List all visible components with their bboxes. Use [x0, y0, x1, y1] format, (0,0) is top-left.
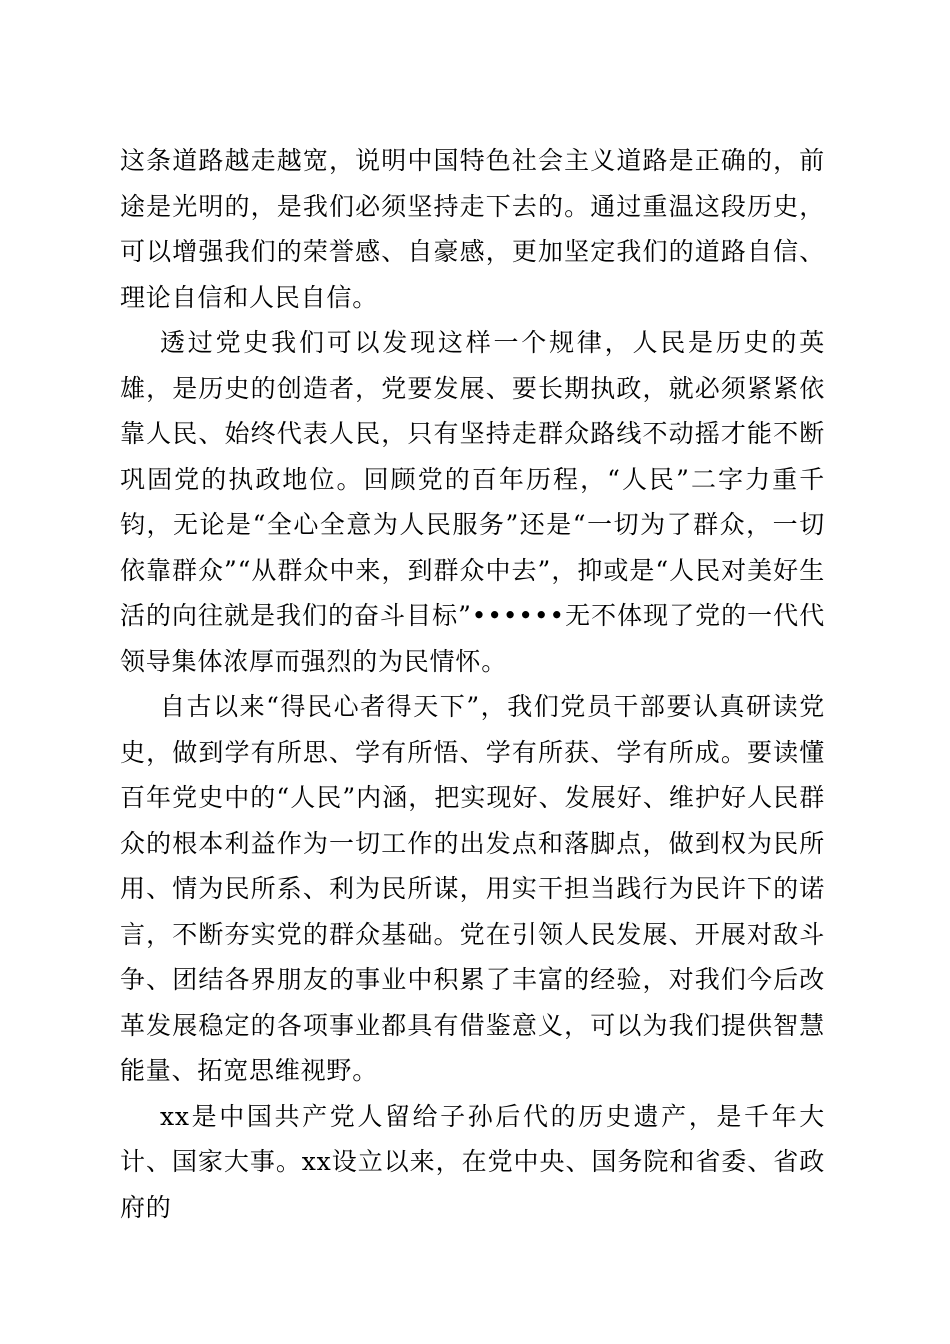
paragraph-2: 透过党史我们可以发现这样一个规律，人民是历史的英雄，是历史的创造者，党要发展、要长期执政，就必须紧紧依靠人民、始终代表人民，只有坚持走群众路线不动摇才能不断巩固党的执政地位。回顾党的百年历程，“人民”二字力重千钧，无论是“全心全意为人民服务”还是“一切为了群众，一切依靠群众”“从群众中来，到群众中去”，抑或是“人民对美好生活的向往就是我们的奋斗目标”••••••无不体现了党的一代代领导集体浓厚而强烈的为民情怀。 [120, 328, 825, 676]
paragraph-4: xx是中国共产党人留给子孙后代的历史遗产，是千年大计、国家大事。xx设立以来，在党中央、国务院和省委、省政府的 [120, 1101, 825, 1222]
paragraph-1: 这条道路越走越宽，说明中国特色社会主义道路是正确的，前途是光明的，是我们必须坚持走下去的。通过重温这段历史，可以增强我们的荣誉感、自豪感，更加坚定我们的道路自信、理论自信和人民自信。 [120, 146, 825, 312]
document-body [120, 138, 825, 1230]
paragraph-3: 自古以来“得民心者得天下”，我们党员干部要认真研读党史，做到学有所思、学有所悟、学有所获、学有所成。要读懂百年党史中的“人民”内涵，把实现好、发展好、维护好人民群众的根本利益作为一切工作的出发点和落脚点，做到权为民所用、情为民所系、利为民所谋，用实干担当践行为民许下的诺言，不断夯实党的群众基础。党在引领人民发展、开展对敌斗争、团结各界朋友的事业中积累了丰富的经验，对我们今后改革发展稳定的各项事业都具有借鉴意义，可以为我们提供智慧能量、拓宽思维视野。 [120, 692, 825, 1085]
